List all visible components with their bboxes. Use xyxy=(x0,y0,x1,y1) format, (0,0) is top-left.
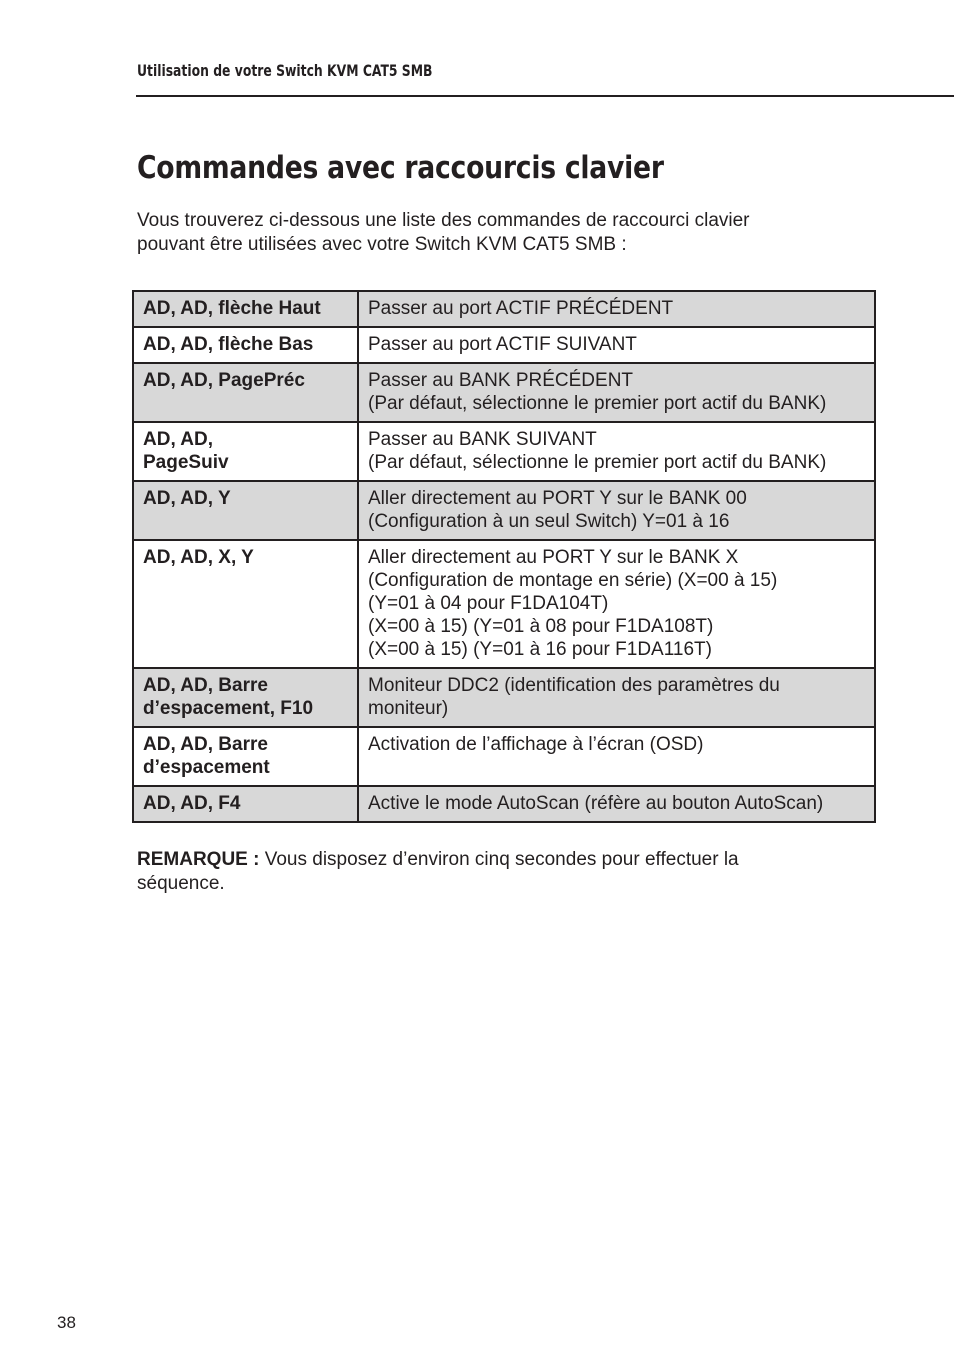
table-row xyxy=(133,422,875,481)
shortcut-description-cell xyxy=(358,481,875,540)
table-row xyxy=(133,291,875,327)
shortcut-description-cell xyxy=(358,363,875,422)
shortcut-description-cell xyxy=(358,727,875,786)
shortcut-key: AD, AD, PagePréc xyxy=(143,370,305,391)
intro-line-1: Vous trouverez ci-dessous une liste des commandes de raccourci clavier xyxy=(137,210,750,231)
table-row xyxy=(133,363,875,422)
shortcut-key-cell xyxy=(133,727,358,786)
note-label: REMARQUE : xyxy=(137,849,260,870)
shortcut-description: Activation de l’affichage à l’écran (OSD) xyxy=(368,734,704,755)
shortcut-key-cell xyxy=(133,540,358,668)
shortcut-key-cell xyxy=(133,668,358,727)
shortcut-key-cell xyxy=(133,786,358,822)
shortcut-description-cell xyxy=(358,291,875,327)
shortcut-description: Aller directement au PORT Y sur le BANK X xyxy=(368,547,739,568)
shortcut-key: AD, AD, F4 xyxy=(143,793,241,814)
shortcut-key: d’espacement xyxy=(143,757,270,778)
shortcut-description: (Par défaut, sélectionne le premier port actif du BANK) xyxy=(368,452,827,473)
shortcuts-table xyxy=(132,290,876,823)
shortcut-description: Passer au BANK SUIVANT xyxy=(368,429,597,450)
shortcut-description: (Configuration à un seul Switch) Y=01 à 16 xyxy=(368,511,730,532)
shortcut-description-cell xyxy=(358,422,875,481)
intro-paragraph xyxy=(137,209,837,257)
shortcut-description: Active le mode AutoScan (réfère au bouton AutoScan) xyxy=(368,793,824,814)
shortcut-key: AD, AD, Barre xyxy=(143,734,268,755)
table-row xyxy=(133,481,875,540)
shortcut-description: Moniteur DDC2 (identification des paramètres du xyxy=(368,675,780,696)
shortcut-key: AD, AD, Y xyxy=(143,488,231,509)
shortcut-description: (X=00 à 15) (Y=01 à 08 pour F1DA108T) xyxy=(368,616,714,637)
table-row xyxy=(133,540,875,668)
shortcut-description-cell xyxy=(358,327,875,363)
note-text: Vous disposez d’environ cinq secondes pour effectuer la xyxy=(259,849,739,870)
running-header: Utilisation de votre Switch KVM CAT5 SMB xyxy=(137,61,433,80)
table-row xyxy=(133,668,875,727)
shortcut-description-cell xyxy=(358,668,875,727)
shortcut-key-cell xyxy=(133,291,358,327)
shortcut-description-cell xyxy=(358,540,875,668)
shortcut-key-cell xyxy=(133,363,358,422)
shortcut-description: (Configuration de montage en série) (X=00 à 15) xyxy=(368,570,778,591)
page-number: 38 xyxy=(57,1313,76,1332)
shortcut-key-cell xyxy=(133,327,358,363)
table-row xyxy=(133,327,875,363)
shortcut-description: Passer au port ACTIF SUIVANT xyxy=(368,334,637,355)
shortcut-key: AD, AD, flèche Haut xyxy=(143,298,321,319)
shortcut-key: AD, AD, X, Y xyxy=(143,547,254,568)
shortcut-description: Passer au port ACTIF PRÉCÉDENT xyxy=(368,298,674,319)
table-row xyxy=(133,786,875,822)
shortcut-key: d’espacement, F10 xyxy=(143,698,314,719)
shortcut-key-cell xyxy=(133,481,358,540)
shortcut-description-cell xyxy=(358,786,875,822)
page-title: Commandes avec raccourcis clavier xyxy=(137,150,664,186)
intro-line-2: pouvant être utilisées avec votre Switch KVM CAT5 SMB : xyxy=(137,234,627,255)
shortcut-key-cell xyxy=(133,422,358,481)
shortcut-description: Aller directement au PORT Y sur le BANK 00 xyxy=(368,488,747,509)
shortcut-description: (Y=01 à 04 pour F1DA104T) xyxy=(368,593,609,614)
shortcut-key: AD, AD, Barre xyxy=(143,675,268,696)
header-rule xyxy=(136,95,954,97)
note-paragraph xyxy=(137,848,837,896)
shortcut-description: (Par défaut, sélectionne le premier port actif du BANK) xyxy=(368,393,827,414)
shortcut-description: moniteur) xyxy=(368,698,449,719)
shortcut-description: Passer au BANK PRÉCÉDENT xyxy=(368,370,634,391)
note-text-continued: séquence. xyxy=(137,873,225,894)
shortcut-key: PageSuiv xyxy=(143,452,229,473)
shortcut-description: (X=00 à 15) (Y=01 à 16 pour F1DA116T) xyxy=(368,639,712,660)
shortcut-key: AD, AD, flèche Bas xyxy=(143,334,314,355)
shortcut-key: AD, AD, xyxy=(143,429,214,450)
table-row xyxy=(133,727,875,786)
